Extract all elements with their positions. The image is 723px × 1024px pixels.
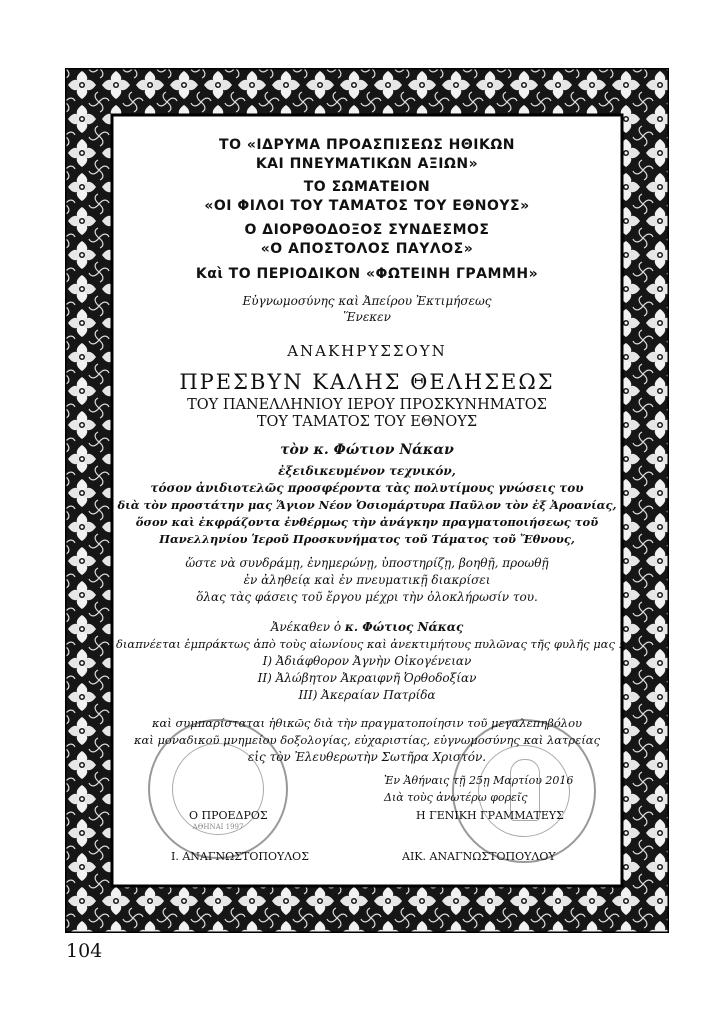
ancestry-prefix: Ἀνέκαθεν ὁ: [270, 620, 342, 634]
honoree-line-3: διὰ τὸν προστάτην μας Ἅγιον Νέον Ὁσιομάρτυρα Παῦλον τὸν ἐξ Ἀροανίας,: [117, 498, 617, 512]
honoree-name: τὸν κ. Φώτιον Νάκαν: [280, 442, 454, 458]
ancestry-item-2: ΙΙ) Ἀλώβητον Ἀκραιφνῆ Ὀρθοδοξίαν: [257, 671, 477, 685]
honor-subtitle-1: ΤΟΥ ΠΑΝΕΛΛΗΝΙΟΥ ΙΕΡΟΥ ΠΡΟΣΚΥΝΗΜΑΤΟΣ: [187, 397, 547, 413]
honoree-line-5: Πανελληνίου Ἱεροῦ Προσκυνήματος τοῦ Τάματος τοῦ Ἔθνους,: [159, 532, 575, 546]
left-seal-year: ΑΘΗΝΑΙ 1997: [192, 823, 244, 831]
certificate-body: [116, 119, 623, 882]
ancestry-name: κ. Φώτιος Νάκας: [344, 620, 464, 634]
purpose-line-1: ὥστε νὰ συνδράμῃ, ἐνημερώνῃ, ὑποστηρίζῃ, βοηθῇ, προωθῇ: [185, 556, 549, 570]
ancestry-line-1: [116, 621, 618, 634]
left-signatory-role: Ο ΠΡΟΕΔΡΟΣ: [189, 809, 268, 822]
purpose-line-2: ἐν ἀληθείᾳ καὶ ἐν πνευματικῇ διακρίσει: [243, 573, 491, 587]
header-line-5: Ο ΔΙΟΡΘΟΔΟΞΟΣ ΣΥΝΔΕΣΜΟΣ: [244, 222, 490, 238]
closing-line-3: εἰς τὸν Ἐλευθερωτὴν Σωτῆρα Χριστόν.: [247, 750, 487, 764]
honoree-line-1: ἐξειδικευμένον τεχνικόν,: [278, 464, 456, 478]
bodies-line: Διὰ τοὺς ἀνωτέρω φορεῖς: [384, 791, 528, 804]
honoree-line-4: ὅσον καὶ ἐκφράζοντα ἐνθέρμως τὴν ἀνάγκην πραγματοποιήσεως τοῦ: [135, 515, 599, 529]
left-signatory-name: Ι. ΑΝΑΓΝΩΣΤΟΠΟΥΛΟΣ: [171, 850, 309, 863]
closing-line-2: καὶ μοναδικοῦ μνημείου δοξολογίας, εὐχαριστίας, εὐγνωμοσύνης καὶ λατρείας: [133, 733, 601, 747]
header-line-3: ΤΟ ΣΩΜΑΤΕΙΟΝ: [303, 179, 431, 195]
page-number: 104: [66, 940, 103, 962]
right-signatory-role: Η ΓΕΝΙΚΗ ΓΡΑΜΜΑΤΕΥΣ: [416, 809, 564, 822]
header-line-2: ΚΑΙ ΠΝΕΥΜΑΤΙΚΩΝ ΑΞΙΩΝ»: [255, 156, 479, 172]
header-line-7: Καὶ ΤΟ ΠΕΡΙΟΔΙΚΟΝ «ΦΩΤΕΙΝΗ ΓΡΑΜΜΗ»: [195, 266, 539, 282]
honor-title: ΠΡΕΣΒΥΝ ΚΑΛΗΣ ΘΕΛΗΣΕΩΣ: [179, 370, 555, 394]
date-line: Ἐν Ἀθήναις τῇ 25ῃ Μαρτίου 2016: [384, 774, 574, 787]
ancestry-item-1: Ι) Ἀδιάφθορον Ἀγνὴν Οἰκογένειαν: [262, 654, 472, 668]
header-line-6: «Ο ΑΠΟΣΤΟΛΟΣ ΠΑΥΛΟΣ»: [260, 241, 474, 257]
reason-line-2: Ἕνεκεν: [343, 310, 391, 324]
closing-line-1: καὶ συμπαρίσταται ἠθικῶς διὰ τὴν πραγματοποίησιν τοῦ μεγαλεπηβόλου: [151, 716, 582, 730]
header-line-4: «ΟΙ ΦΙΛΟΙ ΤΟΥ ΤΑΜΑΤΟΣ ΤΟΥ ΕΘΝΟΥΣ»: [204, 198, 530, 214]
reason-line-1: Εὐγνωμοσύνης καὶ Ἀπείρου Ἐκτιμήσεως: [242, 294, 492, 308]
ancestry-item-3: ΙΙΙ) Ἀκεραίαν Πατρίδα: [298, 688, 436, 702]
header-line-1: ΤΟ «ΙΔΡΥΜΑ ΠΡΟΑΣΠΙΣΕΩΣ ΗΘΙΚΩΝ: [219, 137, 515, 153]
ancestry-line-2: διαπνέεται ἐμπράκτως ἀπὸ τοὺς αἰωνίους καὶ ἀνεκτιμήτους πυλῶνας τῆς φυλῆς μας :: [116, 637, 623, 651]
honor-subtitle-2: ΤΟΥ ΤΑΜΑΤΟΣ ΤΟΥ ΕΘΝΟΥΣ: [256, 414, 478, 430]
purpose-line-3: ὅλας τὰς φάσεις τοῦ ἔργου μέχρι τὴν ὁλοκλήρωσίν του.: [196, 590, 538, 604]
honoree-line-2: τόσον ἀνιδιοτελῶς προσφέροντα τὰς πολυτίμους γνώσεις του: [150, 481, 584, 495]
proclaim-heading: ΑΝΑΚΗΡΥΣΣΟΥΝ: [287, 342, 447, 360]
right-signatory-name: ΑΙΚ. ΑΝΑΓΝΩΣΤΟΠΟΥΛΟΥ: [402, 850, 556, 863]
